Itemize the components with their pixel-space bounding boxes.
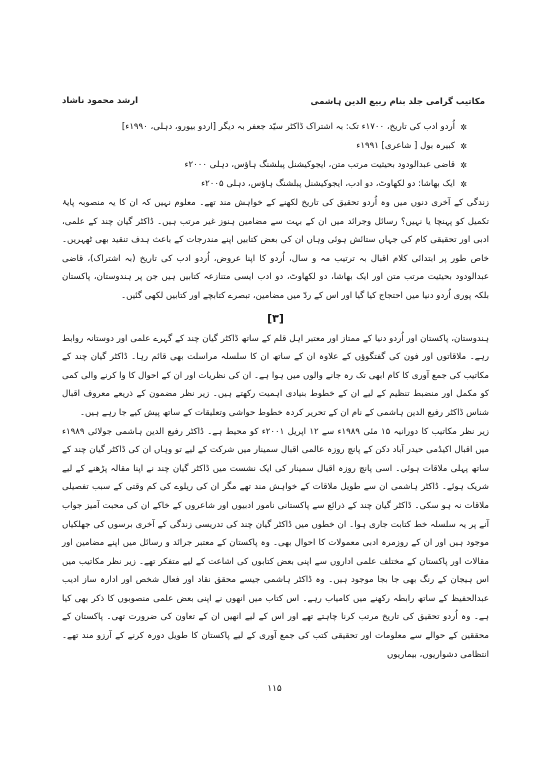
bullet-star-icon: ✲ (460, 161, 467, 170)
paragraph: زندگی کے آخری دنوں میں وہ اُردو تحقیق کی تاریخ لکھنے کے خواہش مند تھے۔ معلوم نہیں کہ ان کا یہ منصوبہ پایۂ تکمیل کو پہنچا یا نہیں؟ رسائل وجرائد میں ان کے بہت سے مضامین ہنوز غیر مرتب ہیں۔ ڈاکٹر گیان چند کے علمی، ادبی اور تحقیقی کام کی جہاں ستائش ہوئی وہاں ان کی بعض کتابیں اپنے مندرجات کے باعث ہدف تنقید بھی ٹھہریں۔ خاص طور پر ابتدائی کلام اقبال بہ ترتیب مہ و سال، اُردو کا اپنا عروض، اُردو ادب کی تاریخ (بہ اشتراک)، قاضی عبدالودود بحیثیت مرتب متن اور ایک بھاشا، دو لکھاوٹ، دو ادب ایسی متنازعہ کتابیں ہیں جن پر ہندوستان، پاکستان بلکہ پوری اُردو دنیا میں احتجاج کیا گیا اور اس کے ردّ میں مضامین، تبصرے کتابچے اور کتابیں لکھی گئیں۔ (62, 198, 489, 301)
bullet-star-icon: ✲ (460, 142, 467, 151)
bibliography-item: ✲ ایک بھاشا: دو لکھاوٹ، دو ادب، ایجوکیشنل پبلشنگ ہاؤس، دہلی ۲۰۰۵ء (62, 175, 489, 194)
bibliography-item: ✲ قاضی عبدالودود بحیثیت مرتب متن، ایجوکیشنل پبلشنگ ہاؤس، دہلی ۲۰۰۰ء (62, 156, 489, 175)
bibliography-item: ✲ اُردو ادب کی تاریخ، ۱۷۰۰ء تک: بہ اشتراک ڈاکٹر سیّد جعفر بہ دیگر [اردو بیورو، دہلی، ۱۹۹۰ء] (62, 118, 489, 137)
running-header-title: مکاتیب گرامی جلد بنام ربیع الدین ہاشمی (310, 97, 485, 107)
bullet-star-icon: ✲ (460, 180, 467, 189)
page-body (62, 118, 489, 664)
bibliography-item: ✲ کبیرہ بول [ شاعری] ۱۹۹۱ء (62, 137, 489, 156)
running-header-author: ارشد محمود ناشاد (62, 96, 139, 106)
bullet-star-icon: ✲ (460, 123, 467, 132)
page-number: ۱۱۵ (267, 684, 282, 694)
paragraph: زیر نظر مکاتیب کا دورانیہ ۱۵ مئی ۱۹۸۹ء سے ۱۲ اپریل ۲۰۰۱ء کو محیط ہے۔ ڈاکٹر رفیع الدین ہاشمی جولائی ۱۹۸۹ء میں اقبال اکیڈمی حیدر آباد دکن کے پانچ روزہ عالمی اقبال سمینار میں شرکت کے لیے تو وہاں ان کی ڈاکٹر گیان چند کے ساتھ پہلی ملاقات ہوئی۔ اسی پانچ روزہ اقبال سمینار کی ایک نشست میں ڈاکٹر گیان چند نے اپنا مقالہ پڑھنے کے لیے شریک ہوئے۔ ڈاکٹر ہاشمی ان سے طویل ملاقات کے خواہش مند تھے مگر ان کی ریلوے کی کم وقتی کے سبب تفصیلی ملاقات نہ ہو سکی۔ ڈاکٹر گیان چند کے ذرائع سے پاکستانی نامور ادبیوں اور شاعروں کے خاکے ان کی محبت آمیز جواب آنے پر یہ سلسلہ خط کتابت جاری ہوا۔ ان خطوں میں ڈاکٹر گیان چند کی تدریسی زندگی کے آخری برسوں کی جھلکیاں موجود ہیں اور ان کے روزمرہ ادبی معمولات کا احوال بھی۔ وہ پاکستان کے معتبر جرائد و رسائل میں اپنے مضامین اور مقالات اور پاکستان کے مختلف علمی اداروں سے اپنی بعض کتابوں کی اشاعت کے لیے متفکر تھے۔ زیر نظر مکاتیب میں اس ہیجان کے رنگ بھی جا بجا موجود ہیں۔ وہ ڈاکٹر ہاشمی جیسے محقق نقاد اور فعال شخص اور ادارہ ساز ادیب عبدالحفیظ کے ساتھ رابطہ رکھنے میں کامیاب رہے۔ اس کتاب میں انھوں نے اپنی بعض علمی منصوبوں کا ذکر بھی کیا ہے۔ وہ اُردو تحقیق کی تاریخ مرتب کرنا چاہتے تھے اور اس کے لیے انھیں ان کے تعاون کی ضرورت تھی۔ پاکستان کے محققین کے حوالے سے معلومات اور تحقیقی کتب کی جمع آوری کے لیے پاکستان کا طویل دورہ کرنے کے آرزو مند تھے۔ انتظامی دشواریوں، بیماریوں (62, 426, 490, 660)
section-marker: [۳] (267, 311, 284, 325)
paragraph: ہندوستان، پاکستان اور اُردو دنیا کے ممتاز اور معتبر اہل قلم کے ساتھ ڈاکٹر گیان چند کے گہرے علمی اور دوستانہ روابط رہے۔ ملاقاتوں اور فون کی گفتگوؤں کے علاوہ ان کے ساتھ ان کا سلسلہ مراسلت بھی قائم رہا۔ ڈاکٹر گیان چند کے مکاتیب کی جمع آوری کا کام ابھی تک رہ جانے والوں میں ہوا ہے۔ ان کی نظریات اور ان کے احوال کا وا کرنے والی کمی کو مکمل اور منضبط تنظیم کے لیے ان کے خطوط بنیادی اہمیت رکھتے ہیں۔ زیر نظر مضمون کے ذریعے معروف اقبال شناس ڈاکٹر رفیع الدین ہاشمی کے نام ان کے تحریر کردہ خطوط حواشی وتعلیقات کے ساتھ پیش کیے جا رہے ہیں۔ (62, 333, 489, 418)
